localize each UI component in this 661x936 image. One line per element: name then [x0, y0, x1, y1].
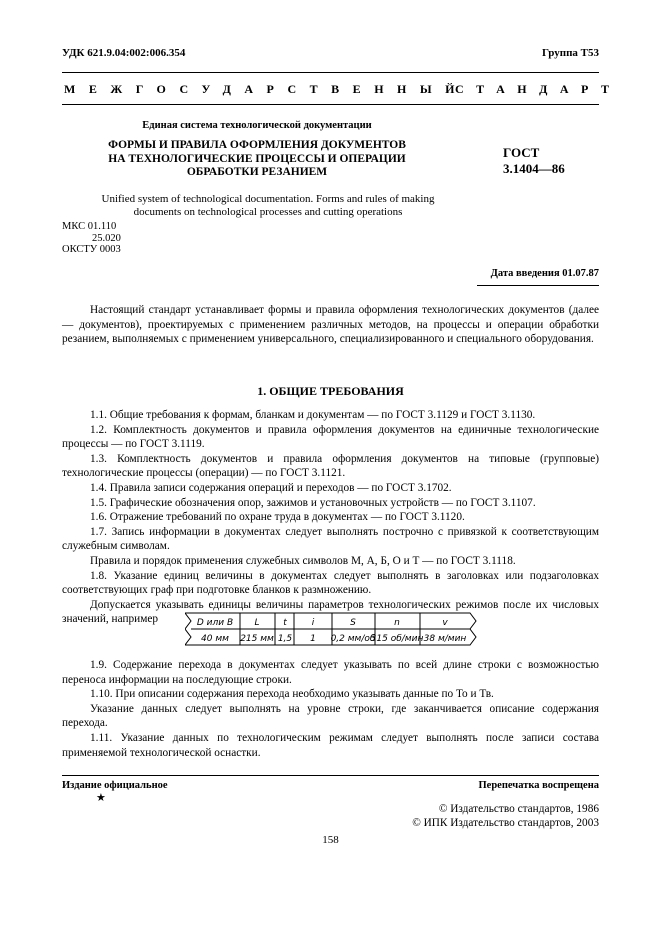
english-line: Unified system of technological documentation. Forms and rules of making: [101, 193, 435, 205]
example-header-cell: D или B: [196, 618, 234, 628]
footer-rule: [62, 775, 599, 776]
copyright-line: © ИПК Издательство стандартов, 2003: [412, 817, 599, 829]
clause-1-5: 1.5. Графические обозначения опор, зажимов и установочных устройств — по ГОСТ 3.1107.: [90, 496, 536, 509]
gost-number: 3.1404—86: [503, 161, 565, 176]
official-edition: Издание официальное: [62, 780, 168, 791]
star-mark: ★: [96, 792, 106, 804]
intro-date: [491, 268, 599, 280]
clause-1-3: 1.3. Комплектность документов и правила оформления документов на типовые (групповые) технологические процессы (операции) — по ГОСТ 3.1121.: [62, 452, 599, 480]
example-header-cell: S: [350, 618, 356, 628]
mks-code: МКС 01.110: [62, 221, 117, 232]
page-number: 158: [322, 834, 339, 846]
title-line: ОБРАБОТКИ РЕЗАНИЕМ: [186, 166, 328, 178]
example-header-cell: i: [311, 618, 315, 628]
title-line: НА ТЕХНОЛОГИЧЕСКИЕ ПРОЦЕССЫ И ОПЕРАЦИИ: [108, 152, 406, 165]
header-rule-bottom: [62, 104, 599, 105]
intro-paragraph: [62, 303, 599, 347]
example-value-cell: 40 мм: [201, 634, 229, 644]
english-title: [62, 193, 474, 219]
clause-1-8b: Допускается указывать единицы величины параметров технологических режимов после их числовых значений, например: [62, 598, 599, 626]
group-code: Группа Т53: [541, 47, 599, 59]
clause-1-2: 1.2. Комплектность документов и правила оформления документов на единичные технологические процессы — по ГОСТ 3.1119.: [62, 423, 599, 451]
intro-date-underline: [477, 285, 599, 286]
clause-1-7: 1.7. Запись информации в документах следует выполнять построчно с привязкой к соответствующим служебным символам.: [62, 525, 599, 553]
reprint-prohibited: Перепечатка воспрещена: [478, 780, 599, 791]
example-value-cell: 38 м/мин: [423, 634, 467, 644]
title-line: ФОРМЫ И ПРАВИЛА ОФОРМЛЕНИЯ ДОКУМЕНТОВ: [108, 139, 406, 151]
banner-standard: СТАНДАРТ: [455, 82, 622, 96]
okstu-code: ОКСТУ 0003: [62, 244, 121, 255]
copyright-block: [412, 802, 599, 830]
example-value-cell: 1: [310, 634, 316, 644]
example-value-cell: 215 мм: [240, 634, 274, 644]
clause-1-4: 1.4. Правила записи содержания операций и переходов — по ГОСТ 3.1702.: [90, 481, 452, 494]
clause-1-6: 1.6. Отражение требований по охране труда в документах — по ГОСТ 3.1120.: [90, 511, 465, 524]
section-body-continued: [62, 658, 599, 760]
intro-date-value: 01.07.87: [562, 268, 599, 279]
mks-code-2: 25.020: [92, 232, 121, 244]
example-header-cell: t: [283, 618, 287, 628]
gost-id: [503, 145, 565, 177]
example-header-cell: n: [394, 618, 400, 628]
document-title: [62, 139, 452, 180]
example-header-cell: L: [254, 618, 260, 628]
example-header-cell: v: [442, 618, 448, 628]
english-line: documents on technological processes and cutting operations: [133, 206, 403, 218]
clause-1-9: 1.9. Содержание перехода в документах следует указывать по всей длине строки с возможностью переноса информации на последующие строки.: [62, 659, 599, 686]
units-example-table: [185, 611, 477, 647]
section-heading: 1. ОБЩИЕ ТРЕБОВАНИЯ: [257, 384, 404, 398]
clause-1-1: 1.1. Общие требования к формам, бланкам и документам — по ГОСТ 3.1129 и ГОСТ 3.1130.: [90, 409, 536, 421]
intro-date-label: Дата введения: [490, 268, 560, 279]
clause-1-8: 1.8. Указание единиц величины в документах следует выполнять в заголовках или подзаголовках соответствующих граф при подготовке бланков к размножению.: [62, 569, 599, 597]
clause-1-10b: Указание данных следует выполнять на уровне строки, где заканчивается описание содержания перехода.: [62, 702, 599, 730]
section-body: [62, 408, 599, 627]
clause-1-10: 1.10. При описании содержания перехода необходимо указывать данные по То и Тв.: [90, 688, 494, 701]
clause-1-7b: Правила и порядок применения служебных символов М, А, Б, О и Т — по ГОСТ 3.1118.: [90, 554, 516, 567]
gost-label: ГОСТ: [503, 145, 540, 160]
banner-interstate: МЕЖГОСУДАРСТВЕННЫЙ: [64, 82, 468, 96]
udk-code: УДК 621.9.04:002:006.354: [62, 47, 186, 59]
intro-text: Настоящий стандарт устанавливает формы и правила оформления технологических документов (далее — документов), проектируемых с применением различных методов, на процессы и операции обработки резанием, выполняемых с применением универсального, специализированного и специального оборудования.: [62, 304, 599, 346]
example-value-cell: 0,2 мм/об: [330, 634, 376, 644]
header-rule-top: [62, 72, 599, 73]
copyright-line: © Издательство стандартов, 1986: [438, 803, 599, 815]
classifier-codes: [62, 221, 121, 256]
system-title: Единая система технологической документации: [142, 120, 372, 131]
example-value-cell: 315 об/мин: [370, 634, 424, 644]
clause-1-11: 1.11. Указание данных по технологическим режимам следует выполнять после записи состава применяемой технологической оснастки.: [62, 731, 599, 759]
example-value-cell: 1,5: [277, 634, 293, 644]
